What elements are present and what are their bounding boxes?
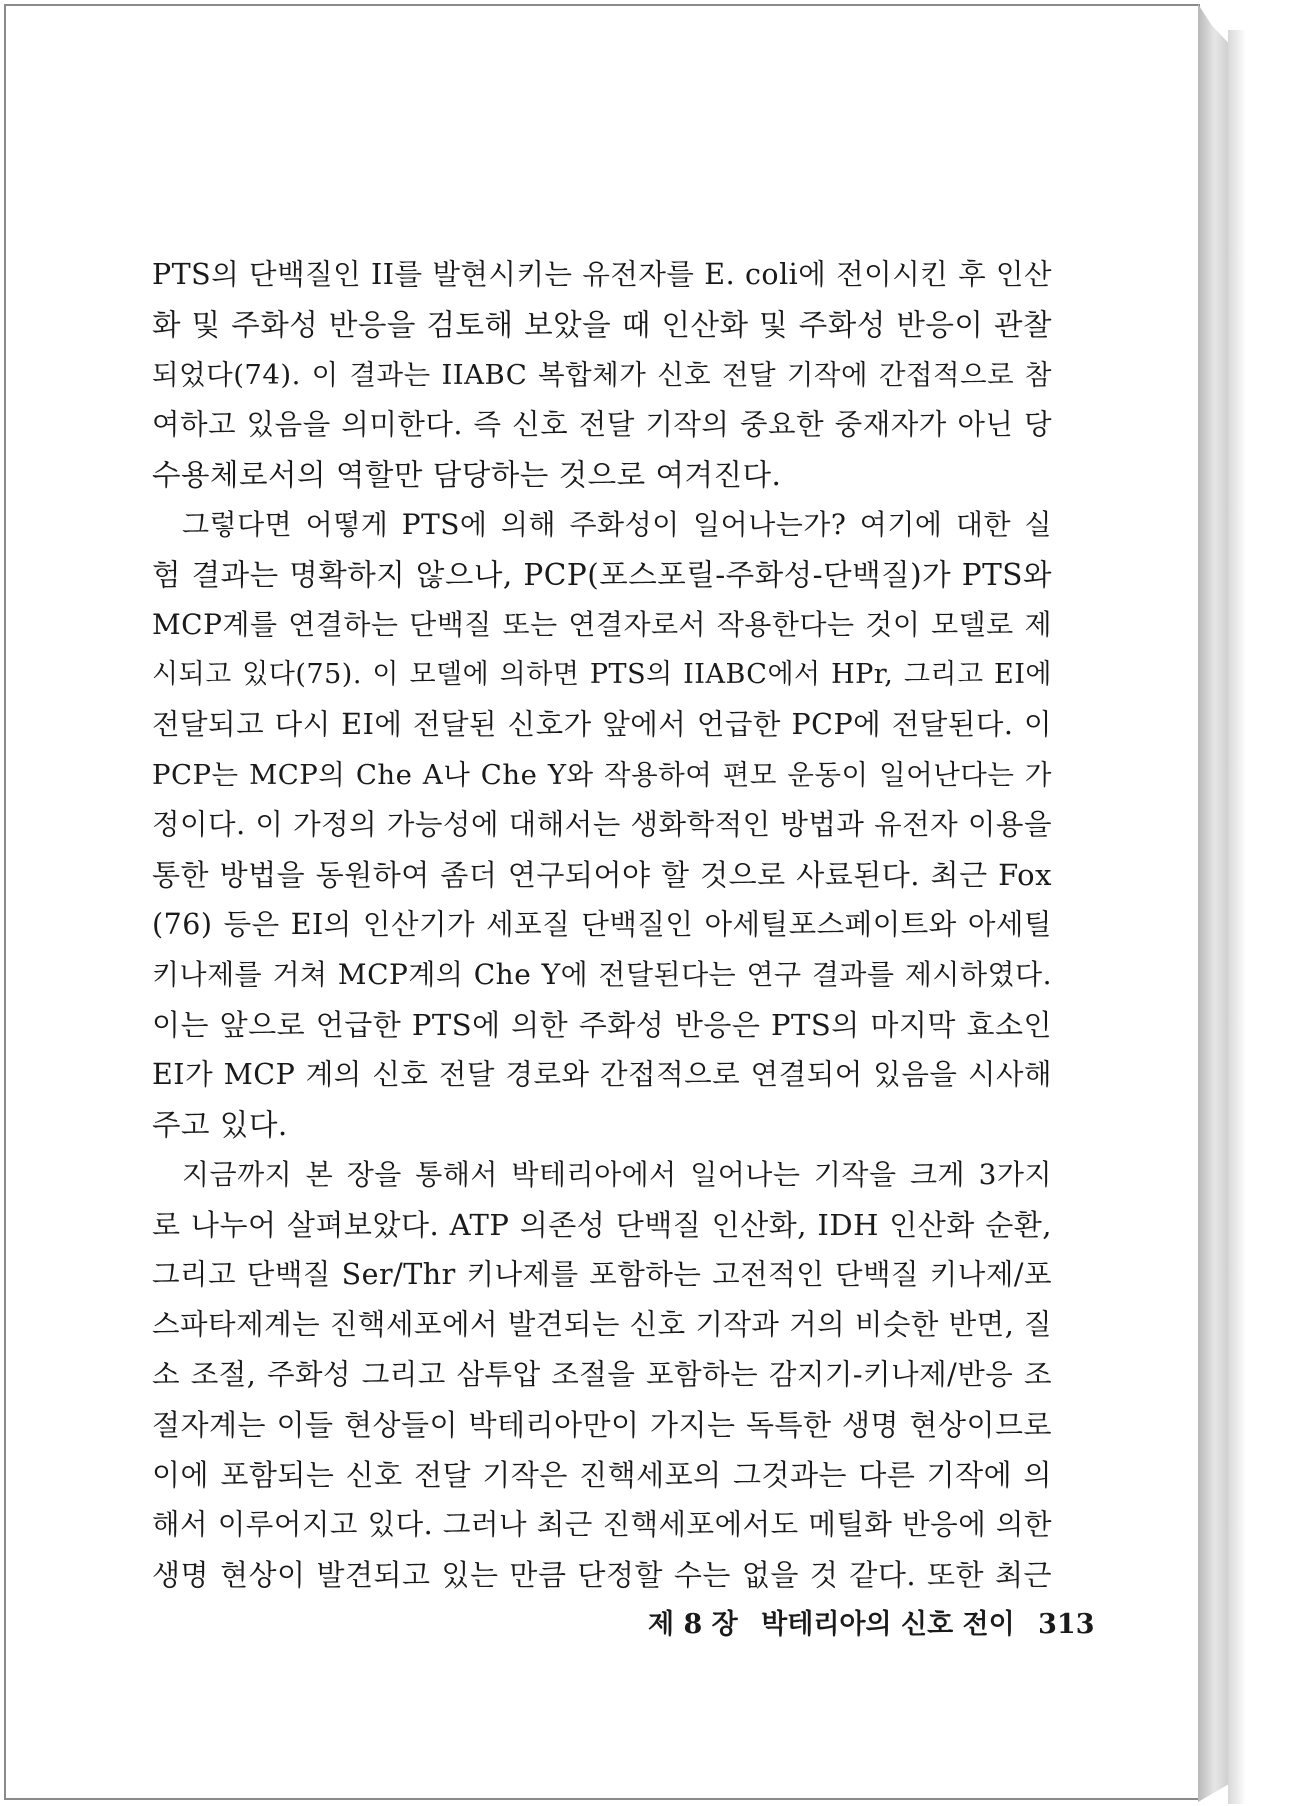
text-line: 그렇다면 어떻게 PTS에 의해 주화성이 일어나는가? 여기에 대한 실 xyxy=(182,508,1052,541)
text-line: 시되고 있다(75). 이 모델에 의하면 PTS의 IIABC에서 HPr, 그리고 EI에 xyxy=(152,659,1052,690)
text-line: 지금까지 본 장을 통해서 박테리아에서 일어나는 기작을 크게 3가지 xyxy=(182,1158,1052,1191)
text-line: 이에 포함되는 신호 전달 기작은 진핵세포의 그것과는 다른 기작에 의 xyxy=(152,1458,1052,1492)
text-line: 화 및 주화성 반응을 검토해 보았을 때 인산화 및 주화성 반응이 관찰 xyxy=(152,308,1052,342)
text-line: 이는 앞으로 언급한 PTS에 의한 주화성 반응은 PTS의 마지막 효소인 xyxy=(152,1008,1052,1042)
text-line: (76) 등은 EI의 인산기가 세포질 단백질인 아세틸포스페이트와 아세틸 xyxy=(152,908,1052,941)
text-line: 수용체로서의 역할만 담당하는 것으로 여겨진다. xyxy=(152,458,782,492)
text-line: 여하고 있음을 의미한다. 즉 신호 전달 기작의 중요한 중재자가 아닌 당 xyxy=(152,408,1052,441)
text-line: 험 결과는 명확하지 않으나, PCP(포스포릴-주화성-단백질)가 PTS와 xyxy=(152,558,1052,592)
text-line: 생명 현상이 발견되고 있는 만큼 단정할 수는 없을 것 같다. 또한 최근 xyxy=(152,1558,1052,1592)
page-shadow xyxy=(1228,30,1246,1804)
text-line: 전달되고 다시 EI에 전달된 신호가 앞에서 언급한 PCP에 전달된다. 이 xyxy=(152,708,1052,741)
text-line: PTS의 단백질인 II를 발현시키는 유전자를 E. coli에 전이시킨 후 인산 xyxy=(152,258,1052,291)
text-line: 주고 있다. xyxy=(152,1108,288,1142)
text-line: 소 조절, 주화성 그리고 삼투압 조절을 포함하는 감지기-키나제/반응 조 xyxy=(152,1358,1052,1391)
text-line: EI가 MCP 계의 신호 전달 경로와 간접적으로 연결되어 있음을 시사해 xyxy=(152,1058,1052,1091)
text-line: 스파타제계는 진핵세포에서 발견되는 신호 기작과 거의 비슷한 반면, 질 xyxy=(152,1308,1052,1341)
chapter-label: 제 8 장 xyxy=(648,1609,738,1640)
body-text xyxy=(152,250,1052,1600)
chapter-title: 박테리아의 신호 전이 xyxy=(761,1609,1015,1640)
text-line: 키나제를 거쳐 MCP계의 Che Y에 전달된다는 연구 결과를 제시하였다. xyxy=(152,958,1052,991)
running-footer xyxy=(648,1603,1095,1647)
text-line: 그리고 단백질 Ser/Thr 키나제를 포함하는 고전적인 단백질 키나제/포 xyxy=(152,1258,1052,1291)
text-line: 통한 방법을 동원하여 좀더 연구되어야 할 것으로 사료된다. 최근 Fox xyxy=(152,858,1052,892)
page-stack-edge xyxy=(1198,4,1229,1802)
text-line: 정이다. 이 가정의 가능성에 대해서는 생화학적인 방법과 유전자 이용을 xyxy=(152,808,1052,841)
text-line: 해서 이루어지고 있다. 그러나 최근 진핵세포에서도 메틸화 반응에 의한 xyxy=(152,1508,1052,1541)
text-line: 되었다(74). 이 결과는 IIABC 복합체가 신호 전달 기작에 간접적으로 참 xyxy=(152,359,1052,391)
text-line: 로 나누어 살펴보았다. ATP 의존성 단백질 인산화, IDH 인산화 순환, xyxy=(152,1208,1052,1242)
page-number: 313 xyxy=(1038,1609,1095,1640)
text-line: MCP계를 연결하는 단백질 또는 연결자로서 작용한다는 것이 모델로 제 xyxy=(152,608,1052,641)
text-line: PCP는 MCP의 Che A나 Che Y와 작용하여 편모 운동이 일어난다는 가 xyxy=(152,759,1052,791)
text-line: 절자계는 이들 현상들이 박테리아만이 가지는 독특한 생명 현상이므로 xyxy=(152,1408,1052,1442)
